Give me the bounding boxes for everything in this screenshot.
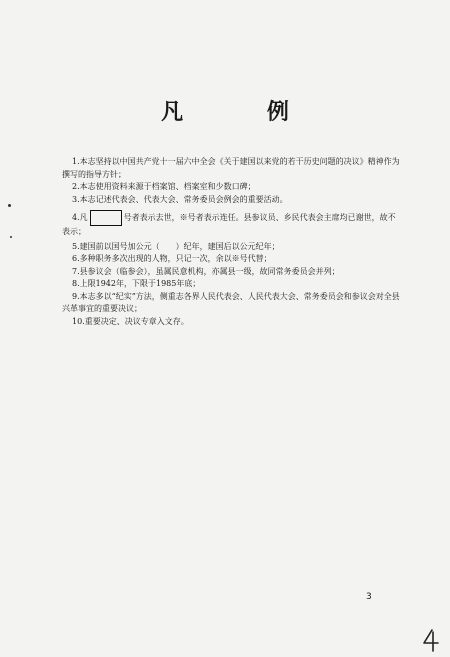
guideline-item-4	[62, 210, 402, 239]
guideline-item-10: 10.重要决定、决议专章入文存。	[72, 316, 189, 326]
scan-speck	[10, 236, 12, 238]
guideline-item-4-prefix: 4.凡	[72, 213, 88, 222]
guideline-item-1: 1.本志坚持以中国共产党十一届六中全会《关于建国以来党的若干历史问题的决议》精神作为撰写的指导方针；	[62, 157, 400, 179]
guideline-item-2: 2.本志使用资料来源于档案馆、档案室和少数口碑；	[72, 182, 256, 191]
guideline-item-9: 9.本志多以“纪实”方法，侧重志各界人民代表会、人民代表大会、常务委员会和参议会对全县兴革事宜的重要决议；	[62, 291, 400, 313]
guidelines-list	[62, 156, 402, 328]
handwritten-mark	[420, 628, 442, 652]
guideline-item-5: 5.建国前以国号加公元（ ）纪年，建国后以公元纪年；	[72, 241, 280, 251]
guideline-item-7: 7.县参议会（临参会），虽属民意机构，亦属县一级，故同常务委员会并列；	[72, 266, 340, 276]
guideline-item-4-suffix: 号者表示去世，※号者表示连任。县参议员、乡民代表会主席均已谢世，故不表示；	[62, 213, 396, 236]
page-title: 凡 例	[161, 99, 327, 125]
guideline-item-6: 6.多种职务多次出现的人物，只记一次，余以※号代替；	[72, 254, 272, 263]
guideline-item-8: 8.上限1942年，下限于1985年底；	[72, 279, 201, 288]
scan-speck	[8, 204, 11, 207]
guideline-item-3: 3.本志记述代表会、代表大会、常务委员会例会的重要活动。	[72, 194, 288, 204]
page-number: 3	[366, 592, 372, 602]
mourning-box-symbol	[90, 210, 122, 226]
